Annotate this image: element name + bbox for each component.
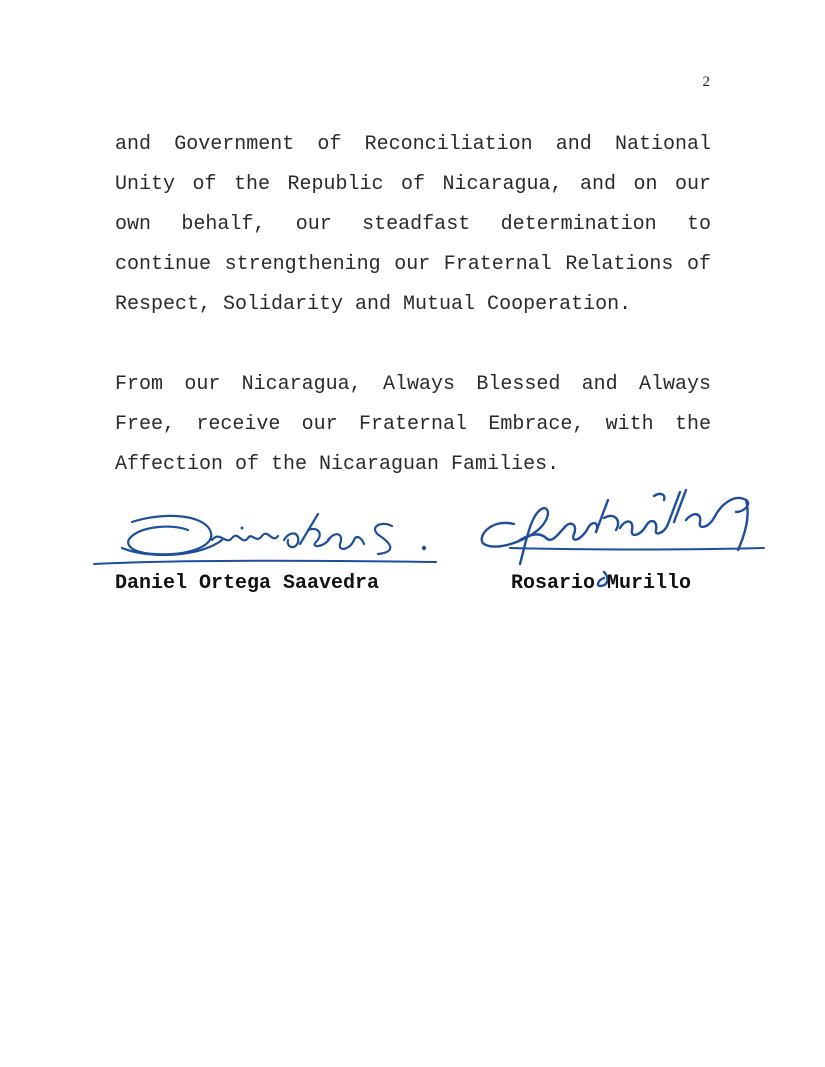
signer-name-ortega: Daniel Ortega Saavedra <box>115 572 380 595</box>
paragraph: and Government of Reconciliation and National Unity of the Republic of Nicaragua, and on our own behalf, our steadfast determination to continue strengthening our Fraternal Relations of Respect, Solidarity and Mutual Cooperation. <box>115 133 711 316</box>
signer-name-murillo: Rosario Murillo <box>511 572 692 595</box>
signature-ortega <box>92 500 444 578</box>
paragraph: From our Nicaragua, Always Blessed and Always Free, receive our Fraternal Embrace, with the Affection of the Nicaraguan Families. <box>115 373 711 476</box>
page-number: 2 <box>702 74 710 90</box>
